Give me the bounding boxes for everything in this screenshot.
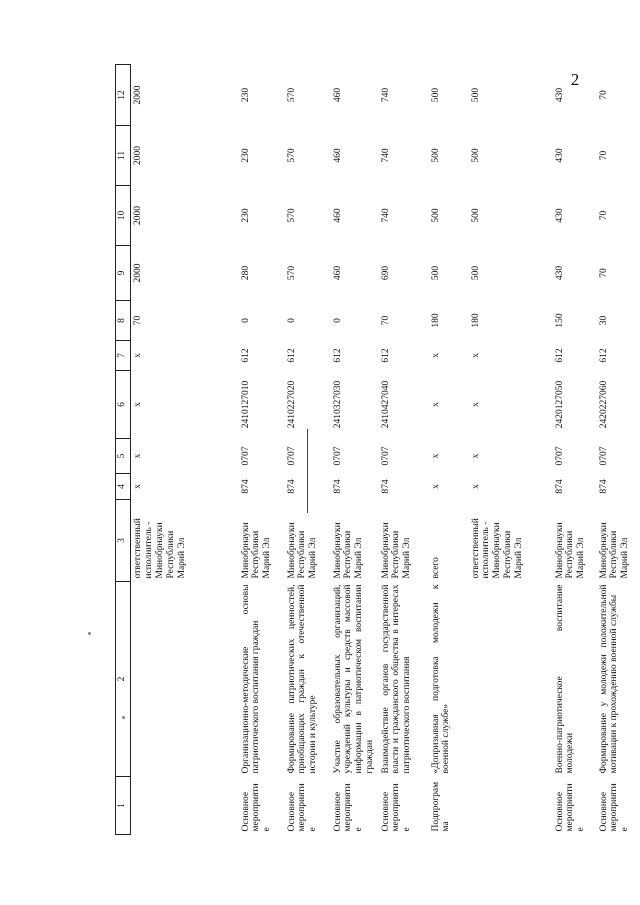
cell-c1: Основное мероприятие xyxy=(598,783,631,832)
col-header: 2 xyxy=(116,582,131,777)
col-header: 5 xyxy=(116,439,131,474)
cell-c11: 70 xyxy=(598,150,609,161)
cell-c4: 874 xyxy=(554,479,565,494)
cell-c11: 500 xyxy=(430,148,441,163)
cell-c9: 570 xyxy=(286,265,297,281)
cell-c10: 740 xyxy=(380,208,391,223)
cell-c7: 612 xyxy=(554,348,565,363)
cell-c10: 430 xyxy=(554,208,565,223)
cell-c4: 874 xyxy=(598,479,609,494)
cell-c8: 70 xyxy=(133,315,143,326)
cell-c2: Участие образовательных организаций, учреждений культуры и средств массовой информации в патриотическом воспитании граждан xyxy=(332,584,376,774)
cell-c8: 180 xyxy=(470,313,481,328)
cell-c6: 2410127010 xyxy=(240,380,251,429)
cell-c2 xyxy=(469,582,553,777)
cell-c10: 2000 xyxy=(133,206,143,225)
table-header-row xyxy=(116,65,131,835)
cell-c11: 740 xyxy=(380,148,391,163)
cell-c2: Формирование патриотических ценностей, приобщающих граждан к отечественной истории и культуре xyxy=(286,584,319,774)
cell-c5: 0707 xyxy=(286,446,297,466)
cell-c7: 612 xyxy=(598,348,609,363)
cell-c5: 0707 xyxy=(380,446,391,466)
cell-c4: x xyxy=(430,484,441,489)
cell-c9: 70 xyxy=(598,268,609,278)
cell-c6: 2420227060 xyxy=(598,380,609,429)
cell-c6: 2420127050 xyxy=(554,380,565,429)
cell-c2: Взаимодействие органов государственной власти и гражданского общества в интересах патриотического воспитания xyxy=(380,584,413,774)
cell-c1: Основное мероприятие xyxy=(380,783,413,832)
table-row xyxy=(239,65,285,835)
cell-c2 xyxy=(131,582,239,777)
cell-c11: 230 xyxy=(240,148,251,163)
table-row xyxy=(597,65,640,835)
cell-c12: 2000 xyxy=(133,85,143,105)
cell-c7: x xyxy=(470,353,481,358)
cell-c12: 500 xyxy=(430,87,441,103)
cell-c1 xyxy=(131,777,239,835)
cell-c3: Минобрнауки Республики Марий Эл xyxy=(380,522,413,579)
cell-c10: 570 xyxy=(286,208,297,223)
cell-c8: 0 xyxy=(286,318,297,323)
scan-speck xyxy=(88,632,91,635)
cell-c9: 280 xyxy=(240,265,251,281)
cell-c8: 0 xyxy=(240,318,251,323)
cell-c7: x xyxy=(133,353,143,358)
cell-c4: 874 xyxy=(240,479,251,494)
cell-c11: 500 xyxy=(470,148,481,163)
cell-c6: x xyxy=(470,402,481,407)
cell-c6: 2410227020 xyxy=(286,380,297,429)
cell-c11: 460 xyxy=(332,148,343,163)
cell-c12: 740 xyxy=(380,87,391,103)
cell-c7: 612 xyxy=(286,348,297,363)
cell-c3: всего xyxy=(430,557,441,579)
cell-c6: 2410327030 xyxy=(332,380,343,429)
cell-c12: 460 xyxy=(332,87,343,103)
cell-c7: 612 xyxy=(380,348,391,363)
cell-c3: Минобрнауки Республики Марий Эл xyxy=(286,522,319,579)
cell-c4: 874 xyxy=(332,479,343,494)
cell-c8: 0 xyxy=(332,318,343,323)
cell-c7: x xyxy=(430,353,441,358)
cell-c5: 0707 xyxy=(332,446,343,466)
table-row xyxy=(331,65,379,835)
scan-speck xyxy=(122,716,125,719)
cell-c5: x xyxy=(133,453,143,459)
col-header: 9 xyxy=(116,246,131,301)
cell-c4: 874 xyxy=(380,479,391,494)
cell-c10: 460 xyxy=(332,208,343,223)
cell-c10: 500 xyxy=(470,208,481,223)
cell-c5: 0707 xyxy=(598,446,609,466)
cell-c8: 70 xyxy=(380,315,391,326)
cell-c1: Основное мероприятие xyxy=(286,783,319,832)
col-header: 10 xyxy=(116,186,131,246)
cell-c3: ответственный исполнитель - Минобрнауки Республики Марий Эл xyxy=(470,518,525,579)
program-table xyxy=(115,64,640,835)
table-body xyxy=(131,65,640,835)
table-row xyxy=(131,65,239,835)
table-row xyxy=(553,65,597,835)
table-row xyxy=(379,65,429,835)
table-row xyxy=(469,65,553,835)
col-header: 8 xyxy=(116,301,131,341)
cell-c4: 874 xyxy=(286,479,297,494)
cell-c3: ответственный исполнитель - Минобрнауки Республики Марий Эл xyxy=(133,518,187,579)
cell-c9: 2000 xyxy=(133,263,143,283)
cell-c9: 460 xyxy=(332,265,343,281)
separator-line xyxy=(307,429,308,513)
cell-c8: 30 xyxy=(598,315,609,326)
cell-c10: 500 xyxy=(430,208,441,223)
cell-c3: Минобрнауки Республики Марий Эл xyxy=(332,522,365,579)
cell-c9: 430 xyxy=(554,265,565,281)
cell-c11: 570 xyxy=(286,148,297,163)
cell-c1: Основное мероприятие xyxy=(240,783,273,832)
cell-c2: «Допризывная подготовка молодежи к военной службе» xyxy=(430,584,452,774)
col-header: 6 xyxy=(116,371,131,439)
cell-c9: 500 xyxy=(470,265,481,281)
cell-c12: 430 xyxy=(554,87,565,103)
cell-c4: x xyxy=(470,484,481,489)
cell-c7: 612 xyxy=(240,348,251,363)
cell-c7: 612 xyxy=(332,348,343,363)
cell-c2: Организационно-методические основы патриотического воспитания граждан xyxy=(240,584,262,774)
cell-c1: Основное мероприятие xyxy=(554,783,587,832)
page-number: 2 xyxy=(570,70,580,89)
col-header: 4 xyxy=(116,474,131,500)
table-row xyxy=(429,65,469,835)
col-header: 3 xyxy=(116,500,131,582)
cell-c5: x xyxy=(430,453,441,459)
cell-c8: 180 xyxy=(430,313,441,328)
cell-c1: Подпрограмма xyxy=(430,781,452,832)
col-header: 7 xyxy=(116,341,131,371)
cell-c6: x xyxy=(430,402,441,407)
cell-c12: 570 xyxy=(286,87,297,103)
col-header: 1 xyxy=(116,777,131,835)
cell-c9: 690 xyxy=(380,265,391,281)
cell-c5: 0707 xyxy=(554,446,565,466)
cell-c2: Военно-патриотическое воспитание молодежи xyxy=(554,584,576,774)
col-header: 11 xyxy=(116,126,131,186)
cell-c12: 70 xyxy=(598,90,609,100)
cell-c3: Минобрнауки Республики Марий Эл xyxy=(554,522,587,579)
cell-c6: 2410427040 xyxy=(380,380,391,429)
cell-c2: Формирование у молодежи положительной мотивации к прохождению военной службы xyxy=(598,584,620,774)
cell-c12: 500 xyxy=(470,87,481,103)
col-header: 12 xyxy=(116,65,131,126)
cell-c9: 500 xyxy=(430,265,441,281)
cell-c6: x xyxy=(133,402,143,407)
cell-c1 xyxy=(469,777,553,835)
cell-c3: Минобрнауки Республики Марий Эл xyxy=(240,522,273,579)
cell-c8: 150 xyxy=(554,313,565,328)
cell-c4: x xyxy=(133,484,143,489)
cell-c11: 430 xyxy=(554,148,565,163)
cell-c10: 230 xyxy=(240,208,251,223)
cell-c11: 2000 xyxy=(133,146,143,165)
cell-c5: 0707 xyxy=(240,446,251,466)
cell-c3: Минобрнауки Республики Марий Эл xyxy=(598,522,631,579)
cell-c1: Основное мероприятие xyxy=(332,783,365,832)
cell-c12: 230 xyxy=(240,87,251,103)
cell-c5: x xyxy=(470,453,481,459)
cell-c10: 70 xyxy=(598,210,609,221)
